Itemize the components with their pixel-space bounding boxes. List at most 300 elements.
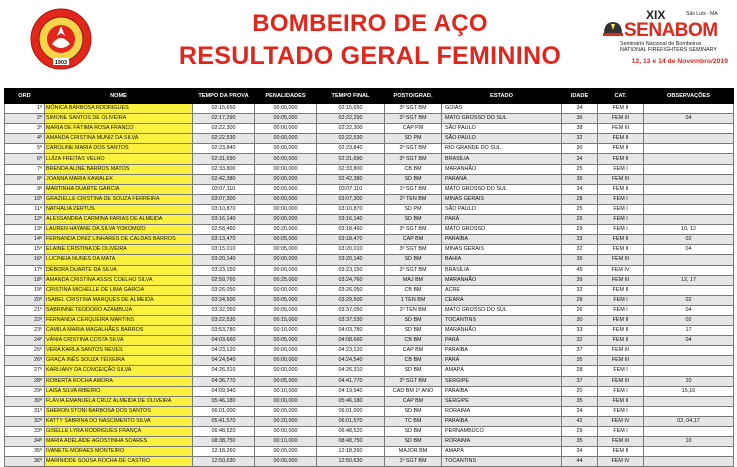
table-row [5,396,734,406]
table-cell-tempo-final: 06:01,000 [317,406,385,416]
senabom-event-logo [602,8,728,74]
table-row [5,225,734,235]
table-cell-nome: SHERON STONI BARBOSA DOS SANTOS [45,406,193,416]
table-cell-nome: BRENDA ALINE BARROS MATOS [45,164,193,174]
table-cell-tempo-da-prova: 06:48,520 [193,427,255,437]
table-cell-observa-es [644,366,734,376]
table-row [5,235,734,245]
table-cell-penalidades: 00:05,000 [255,336,317,346]
table-row [5,174,734,184]
column-header-8[interactable]: CAT. [598,89,644,104]
table-cell-posto-grad-: CAP PM [385,124,442,134]
table-cell-estado: AMAPÁ [442,447,562,457]
table-cell-idade: 39 [562,275,598,285]
table-cell-cat-: FEM I [598,366,644,376]
table-cell-ord: 23º [5,326,45,336]
table-cell-tempo-final: 03:07,110 [317,184,385,194]
table-cell-nome: GISELLE LYRA RODRIGUES FRANÇA [45,427,193,437]
table-cell-tempo-da-prova: 02:15,650 [193,104,255,114]
table-cell-observa-es [644,104,734,114]
table-cell-tempo-da-prova: 03:10,870 [193,204,255,214]
table-cell-idade: 32 [562,336,598,346]
table-cell-penalidades: 00:00,000 [255,144,317,154]
table-cell-estado: RORAIMA [442,437,562,447]
table-cell-tempo-da-prova: 05:46,180 [193,396,255,406]
table-cell-tempo-final: 04:41,770 [317,376,385,386]
table-cell-ord: 11º [5,204,45,214]
table-cell-idade: 34 [562,447,598,457]
table-cell-tempo-final: 03:37,050 [317,305,385,315]
table-cell-idade: 28 [562,194,598,204]
column-header-6[interactable]: ESTADO [442,89,562,104]
table-cell-observa-es: 10 [644,376,734,386]
table-row [5,346,734,356]
table-cell-estado: MINAS GERAIS [442,194,562,204]
page-subtitle: RESULTADO GERAL FEMININO [178,42,562,70]
table-cell-tempo-da-prova: 02:23,840 [193,144,255,154]
table-cell-observa-es: 04 [644,114,734,124]
table-cell-tempo-final: 03:16,140 [317,215,385,225]
table-cell-penalidades: 00:00,000 [255,164,317,174]
table-cell-cat-: FEM III [598,275,644,285]
table-cell-idade: 36 [562,174,598,184]
table-row [5,104,734,114]
helmet-icon [602,18,624,40]
table-cell-ord: 28º [5,376,45,386]
table-cell-cat-: FEM II [598,144,644,154]
column-header-1[interactable]: NOME [45,89,193,104]
table-cell-penalidades: 00:00,000 [255,154,317,164]
table-cell-tempo-da-prova: 03:07,110 [193,184,255,194]
table-cell-cat-: FEM II [598,104,644,114]
table-cell-penalidades: 00:20,000 [255,416,317,426]
table-cell-tempo-da-prova: 06:01,000 [193,406,255,416]
table-cell-estado: PARÁ [442,356,562,366]
table-cell-observa-es: 04 [644,305,734,315]
column-header-9[interactable]: OBSERVAÇÕES [644,89,734,104]
table-cell-ord: 24º [5,336,45,346]
table-cell-cat-: FEM I [598,406,644,416]
table-cell-idade: 38 [562,124,598,134]
table-cell-posto-grad-: SD PM [385,134,442,144]
page-header [0,0,737,84]
table-cell-estado: RIO GRANDE DO SUL [442,144,562,154]
table-cell-tempo-da-prova: 02:31,690 [193,154,255,164]
table-cell-ord: 15º [5,245,45,255]
table-cell-penalidades: 00:05,000 [255,235,317,245]
table-cell-tempo-da-prova: 02:17,290 [193,114,255,124]
table-cell-nome: VERA KARLA SANTOS NEVES [45,346,193,356]
table-cell-estado: PERNAMBUCO [442,427,562,437]
table-cell-tempo-da-prova: 03:13,470 [193,235,255,245]
table-cell-estado: PARAÍBA [442,235,562,245]
table-cell-posto-grad-: SD BM [385,437,442,447]
table-cell-cat-: FEM III [598,346,644,356]
table-cell-estado: MARANHÃO [442,275,562,285]
table-cell-observa-es [644,285,734,295]
table-cell-cat-: FEM I [598,164,644,174]
table-cell-posto-grad-: SD BM [385,427,442,437]
table-cell-cat-: FEM III [598,255,644,265]
table-cell-cat-: FEM II [598,285,644,295]
table-cell-idade: 32 [562,285,598,295]
table-row [5,245,734,255]
table-row [5,326,734,336]
table-row [5,194,734,204]
table-cell-estado: BRASÍLIA [442,154,562,164]
table-cell-estado: SÃO PAULO [442,124,562,134]
table-cell-tempo-final: 03:18,470 [317,235,385,245]
table-cell-idade: 36 [562,114,598,124]
table-cell-idade: 28 [562,295,598,305]
table-cell-cat-: FEM IV [598,457,644,467]
column-header-3[interactable]: PENALIDADES [255,89,317,104]
table-cell-penalidades: 00:00,000 [255,447,317,457]
table-cell-ord: 8º [5,174,45,184]
table-cell-nome: CAROLINE MARIA DOS SANTOS [45,144,193,154]
table-cell-nome: FLÁVIA EMANUELA CRUZ ALMEIDA DE OLIVEIRA [45,396,193,406]
table-cell-idade: 34 [562,104,598,114]
table-cell-observa-es: 15,16 [644,386,734,396]
table-cell-tempo-da-prova: 04:23,120 [193,346,255,356]
table-cell-estado: BAHIA [442,255,562,265]
table-cell-cat-: FEM II [598,245,644,255]
table-cell-estado: MATO GROSSO [442,225,562,235]
column-header-2[interactable]: TEMPO DA PROVA [193,89,255,104]
table-cell-observa-es [644,164,734,174]
table-cell-cat-: FEM II [598,396,644,406]
table-cell-observa-es [644,215,734,225]
table-cell-tempo-final: 04:23,120 [317,346,385,356]
table-cell-observa-es: 02 [644,295,734,305]
table-cell-tempo-final: 04:26,310 [317,366,385,376]
table-cell-estado: PARAÍBA [442,386,562,396]
table-cell-posto-grad-: SD BM [385,215,442,225]
table-cell-idade: 25 [562,164,598,174]
table-cell-tempo-da-prova: 04:36,770 [193,376,255,386]
table-cell-ord: 3º [5,124,45,134]
table-cell-idade: 35 [562,356,598,366]
table-cell-penalidades: 00:25,000 [255,275,317,285]
table-cell-cat-: FEM I [598,295,644,305]
table-cell-estado: SÃO PAULO [442,134,562,144]
table-row [5,406,734,416]
table-cell-nome: ALESSANDRA CARMINA FARIAS DE ALMEIDA [45,215,193,225]
table-cell-tempo-final: 02:23,840 [317,144,385,154]
table-cell-tempo-final: 08:48,750 [317,437,385,447]
table-cell-cat-: FEM III [598,356,644,366]
table-cell-cat-: FEM I [598,194,644,204]
table-row [5,114,734,124]
event-edition: XIX [646,8,666,22]
table-cell-estado: PARAÍBA [442,416,562,426]
table-cell-posto-grad-: 3º SGT BM [385,245,442,255]
table-cell-observa-es: 02 [644,315,734,325]
column-header-5[interactable]: POSTO/GRAD. [385,89,442,104]
table-cell-idade: 33 [562,326,598,336]
table-cell-ord: 12º [5,215,45,225]
table-cell-estado: SÃO PAULO [442,204,562,214]
table-cell-ord: 17º [5,265,45,275]
table-row [5,265,734,275]
table-cell-tempo-da-prova: 03:26,050 [193,285,255,295]
table-cell-observa-es: 10, 12 [644,225,734,235]
table-cell-cat-: FEM II [598,336,644,346]
table-cell-cat-: FEM IV [598,416,644,426]
table-cell-posto-grad-: SD BM [385,406,442,416]
table-cell-ord: 4º [5,134,45,144]
table-cell-posto-grad-: 1 TEN BM [385,295,442,305]
table-cell-idade: 36 [562,255,598,265]
table-cell-estado: BRASÍLIA [442,265,562,275]
table-cell-tempo-da-prova: 12:50,630 [193,457,255,467]
table-cell-nome: LAUREN HAYANE DA SILVA YOKOMIZO [45,225,193,235]
table-cell-posto-grad-: CAP BM [385,235,442,245]
table-cell-posto-grad-: CB BM [385,336,442,346]
table-cell-estado: MARANHÃO [442,326,562,336]
table-cell-tempo-da-prova: 12:18,260 [193,447,255,457]
table-cell-tempo-da-prova: 02:42,380 [193,174,255,184]
table-cell-tempo-final: 03:18,460 [317,225,385,235]
table-cell-estado: PARAÍBA [442,346,562,356]
table-row [5,154,734,164]
table-row [5,416,734,426]
table-cell-penalidades: 00:00,000 [255,427,317,437]
table-cell-nome: DEBORA DUARTE DA SILVA [45,265,193,275]
table-cell-tempo-da-prova: 02:58,460 [193,225,255,235]
emblem-year: 1903 [54,60,68,66]
table-row [5,427,734,437]
table-cell-posto-grad-: MAJ BM [385,275,442,285]
table-cell-cat-: FEM II [598,326,644,336]
table-cell-tempo-final: 06:48,520 [317,427,385,437]
table-cell-cat-: FEM II [598,447,644,457]
table-cell-observa-es: 10 [644,437,734,447]
table-cell-idade: 34 [562,184,598,194]
table-cell-tempo-final: 02:42,380 [317,174,385,184]
table-cell-ord: 32º [5,416,45,426]
table-cell-ord: 19º [5,285,45,295]
table-row [5,447,734,457]
column-header-0[interactable]: ORD [5,89,45,104]
table-cell-tempo-da-prova: 03:32,050 [193,305,255,315]
table-cell-penalidades: 00:00,000 [255,265,317,275]
column-header-4[interactable]: TEMPO FINAL [317,89,385,104]
table-cell-tempo-final: 04:08,660 [317,336,385,346]
table-cell-idade: 37 [562,376,598,386]
table-cell-tempo-final: 12:18,260 [317,447,385,457]
table-cell-ord: 36º [5,457,45,467]
table-cell-nome: LUÍZA FREITAS VELHO [45,154,193,164]
table-cell-tempo-da-prova: 03:53,780 [193,326,255,336]
table-cell-tempo-da-prova: 03:24,500 [193,295,255,305]
table-cell-idade: 42 [562,416,598,426]
table-cell-observa-es [644,194,734,204]
table-cell-ord: 25º [5,346,45,356]
table-cell-tempo-final: 03:20,140 [317,255,385,265]
table-cell-idade: 44 [562,457,598,467]
table-cell-nome: FERNANDA DINIZ LINHARES DE CALDAS BARROS [45,235,193,245]
table-cell-estado: PARÁ [442,215,562,225]
table-cell-penalidades: 00:00,000 [255,174,317,184]
table-cell-penalidades: 00:00,000 [255,285,317,295]
table-cell-cat-: FEM I [598,305,644,315]
table-row [5,275,734,285]
column-header-7[interactable]: IDADE [562,89,598,104]
table-cell-penalidades: 00:00,000 [255,204,317,214]
table-cell-posto-grad-: 3º SGT BM [385,104,442,114]
table-cell-observa-es [644,154,734,164]
table-cell-posto-grad-: 2º TEN BM [385,305,442,315]
table-cell-tempo-da-prova: 08:38,750 [193,437,255,447]
table-cell-nome: VÂNIA CRISTINA COSTA SILVA [45,336,193,346]
table-cell-observa-es [644,396,734,406]
table-cell-cat-: FEM I [598,386,644,396]
table-cell-posto-grad-: CAP BM [385,346,442,356]
table-cell-penalidades: 00:05,000 [255,295,317,305]
table-cell-ord: 10º [5,194,45,204]
table-row [5,366,734,376]
table-cell-observa-es [644,406,734,416]
table-cell-nome: AMANDA CRISTINA MUNIZ DA SILVA [45,134,193,144]
firefighter-emblem-icon [30,6,92,72]
table-cell-penalidades: 00:05,000 [255,376,317,386]
table-cell-penalidades: 00:00,000 [255,104,317,114]
table-cell-penalidades: 00:00,000 [255,346,317,356]
table-row [5,457,734,467]
table-cell-estado: ACRE [442,285,562,295]
table-cell-ord: 33º [5,427,45,437]
table-cell-tempo-da-prova: 02:33,800 [193,164,255,174]
table-cell-posto-grad-: CB BM [385,356,442,366]
table-cell-tempo-final: 03:24,760 [317,275,385,285]
table-cell-nome: KATTY SABRINA DO NASCIMENTO SILVA [45,416,193,426]
table-cell-nome: MARIA DE FÁTIMA ROSA FRANCO [45,124,193,134]
table-cell-penalidades: 00:00,000 [255,396,317,406]
table-cell-nome: GRAÇA INÊS SOUZA TEIXEIRA [45,356,193,366]
table-cell-ord: 16º [5,255,45,265]
table-cell-tempo-final: 02:22,290 [317,114,385,124]
table-cell-idade: 35 [562,396,598,406]
table-row [5,255,734,265]
table-cell-penalidades: 00:00,000 [255,124,317,134]
table-cell-estado: SERGIPE [442,376,562,386]
table-cell-penalidades: 00:00,000 [255,406,317,416]
event-name: SENABOM [624,20,718,41]
table-cell-estado: GOIÁS [442,104,562,114]
event-city: São Luís - MA [686,11,718,17]
table-cell-tempo-da-prova: 03:07,300 [193,194,255,204]
table-cell-penalidades: 00:00,000 [255,194,317,204]
table-cell-penalidades: 00:10,000 [255,326,317,336]
table-cell-idade: 37 [562,346,598,356]
table-cell-observa-es [644,447,734,457]
table-cell-idade: 29 [562,225,598,235]
table-cell-cat-: FEM II [598,184,644,194]
table-cell-idade: 34 [562,154,598,164]
table-cell-cat-: FEM I [598,427,644,437]
table-cell-ord: 30º [5,396,45,406]
table-cell-nome: MARTINHA DUARTE GARCIA [45,184,193,194]
table-row [5,215,734,225]
table-cell-idade: 30 [562,144,598,154]
event-dates: 12, 13 e 14 de Novembro/2019 [631,58,728,65]
table-cell-nome: MARINIDDE SOUSA ROCHA DE CASTRO [45,457,193,467]
table-row [5,144,734,154]
table-cell-observa-es: 04 [644,336,734,346]
table-cell-posto-grad-: 2º SGT BM [385,144,442,154]
table-cell-penalidades: 00:00,000 [255,366,317,376]
table-cell-penalidades: 00:00,000 [255,184,317,194]
table-cell-nome: AMANDA CRISTINA ASSIS COELHO SILVA [45,275,193,285]
table-cell-penalidades: 00:05,000 [255,305,317,315]
table-cell-idade: 26 [562,215,598,225]
table-cell-penalidades: 00:05,000 [255,245,317,255]
table-cell-tempo-da-prova: 03:20,140 [193,255,255,265]
table-cell-posto-grad-: 2º SGT BM [385,265,442,275]
table-cell-penalidades: 00:15,000 [255,315,317,325]
table-cell-idade: 25 [562,204,598,214]
table-cell-idade: 20 [562,386,598,396]
table-cell-nome: JOANNA MARIA KAWALEK [45,174,193,184]
table-cell-nome: ISABEL CRISTINA MARQUES DE ALMEIDA [45,295,193,305]
table-cell-nome: FERNANDA CERQUEIRA MARTINS [45,315,193,325]
table-cell-ord: 18º [5,275,45,285]
table-cell-estado: MARANHÃO [442,164,562,174]
table-header-row [5,89,734,104]
table-cell-estado: MINAS GERAIS [442,245,562,255]
table-cell-penalidades: 00:00,000 [255,255,317,265]
table-cell-tempo-da-prova: 04:24,540 [193,356,255,366]
table-cell-nome: MARIA ADELAIDE AGOSTINHA SOARES [45,437,193,447]
table-cell-estado: CEARÁ [442,295,562,305]
table-cell-penalidades: 00:00,000 [255,134,317,144]
table-cell-posto-grad-: 1º SGT BM [385,457,442,467]
table-row [5,295,734,305]
table-cell-idade: 33 [562,235,598,245]
table-cell-penalidades: 00:05,000 [255,114,317,124]
table-cell-observa-es [644,134,734,144]
table-cell-tempo-final: 05:46,180 [317,396,385,406]
table-cell-tempo-final: 06:01,570 [317,416,385,426]
table-row [5,164,734,174]
table-cell-observa-es [644,427,734,437]
table-cell-ord: 22º [5,315,45,325]
table-cell-estado: TOCANTINS [442,457,562,467]
table-cell-ord: 26º [5,356,45,366]
table-cell-observa-es [644,174,734,184]
table-cell-penalidades: 00:20,000 [255,225,317,235]
table-cell-cat-: FEM I [598,215,644,225]
table-cell-idade: 30 [562,315,598,325]
table-cell-posto-grad-: 1º SGT BM [385,184,442,194]
table-cell-tempo-final: 04:24,540 [317,356,385,366]
table-cell-nome: LAISA SILVA RIBEIRO [45,386,193,396]
table-cell-estado: PARANÁ [442,174,562,184]
table-cell-ord: 2º [5,114,45,124]
table-cell-ord: 6º [5,154,45,164]
table-cell-posto-grad-: SD BM [385,366,442,376]
event-subtitle: Seminário Nacional de Bombeiros NATIONAL FIREFIGHTERS SEMINARY [620,41,717,53]
table-cell-nome: CRISTINA MICHELLE DE LIMA GARCIA [45,285,193,295]
table-cell-idade: 32 [562,245,598,255]
table-cell-tempo-final: 02:31,690 [317,154,385,164]
table-cell-observa-es [644,457,734,467]
table-cell-posto-grad-: SD BM [385,326,442,336]
table-cell-posto-grad-: SD BM [385,255,442,265]
table-cell-observa-es [644,124,734,134]
table-cell-observa-es: 17 [644,326,734,336]
